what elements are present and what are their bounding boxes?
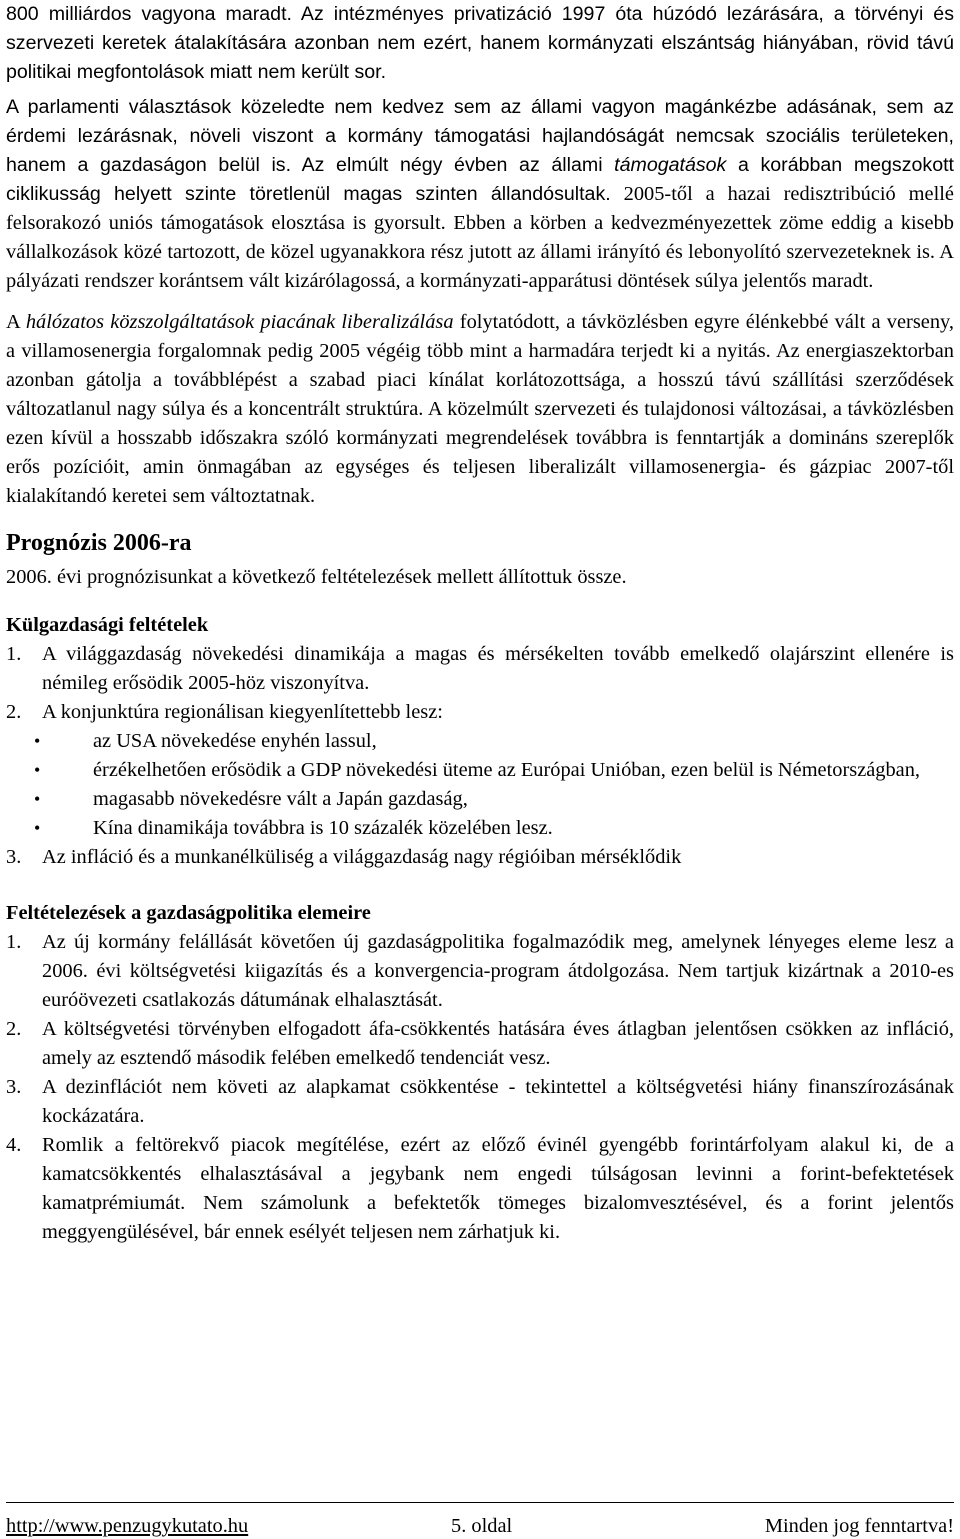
bullet-text: érzékelhetően erősödik a GDP növekedési üteme az Európai Unióban, ezen belül is Németországban,	[93, 759, 921, 781]
list-item-text: A világgazdaság növekedési dinamikája a magas és mérsékelten tovább emelkedő olajárszint ellenére is némileg erősödik 2005-höz viszonyítva.	[42, 643, 954, 694]
para3-lead: A	[6, 311, 26, 333]
list-item	[6, 1073, 954, 1131]
bullet-item	[6, 727, 954, 756]
list-number: 2.	[6, 1018, 22, 1040]
copyright-notice: Minden jog fenntartva!	[764, 1515, 954, 1537]
bullet-icon: •	[34, 818, 41, 838]
bullet-icon: •	[34, 760, 41, 780]
paragraph-liberalization	[6, 308, 954, 511]
list-item-text: A költségvetési törvényben elfogadott áfa-csökkentés hatására éves átlagban jelentősen csökken az infláció, amely az esztendő második felében emelkedő tendenciát vesz.	[42, 1018, 954, 1069]
list-item-text: A konjunktúra regionálisan kiegyenlítettebb lesz:	[42, 701, 443, 723]
list-number: 3.	[6, 1076, 22, 1098]
list-item-text: Az új kormány felállását követően új gazdaságpolitika fogalmazódik meg, amelynek lényeges eleme lesz a 2006. évi költségvetési kiigazítás és a konvergencia-program átdolgozása. Nem tartjuk kizártnak a 2010-es euróövezeti csatlakozás dátumának elhalasztását.	[42, 931, 954, 1011]
page-footer	[6, 1502, 954, 1537]
list-number: 3.	[6, 846, 22, 868]
list-item-text: Az infláció és a munkanélküliség a világgazdaság nagy régióiban mérséklődik	[42, 846, 682, 868]
para2-italic: támogatások	[614, 154, 727, 176]
bullet-list	[6, 727, 954, 843]
para2-text-2: a korábban megszokott ciklikusság helyett szinte töretlenül magas szinten állandósultak.	[6, 154, 955, 205]
policy-assumptions-list	[6, 928, 954, 1247]
policy-assumptions-title: Feltételezések a gazdaságpolitika elemeire	[6, 902, 371, 924]
list-item-text: Romlik a feltörekvő piacok megítélése, ezért az előző évinél gyengébb forintárfolyam alakul ki, de a kamatcsökkentés elhalasztásával a jegybank nem engedi túlságosan levinni a forint-befektetések kamatprémiumát. Nem számolunk a befektetők tömeges bizalomvesztésével, és a forint jelentős meggyengülésével, bár ennek esélyét teljesen nem zárhatjuk ki.	[42, 1134, 954, 1243]
external-conditions-list	[6, 640, 954, 872]
page-number: 5. oldal	[451, 1515, 513, 1537]
section-intro: 2006. évi prognózisunkat a következő feltételezések mellett állítottuk össze.	[6, 566, 627, 588]
section-title: Prognózis 2006-ra	[6, 530, 192, 556]
list-number: 2.	[6, 701, 22, 723]
intro-text: 800 milliárdos vagyona maradt. Az intézményes privatizáció 1997 óta húzódó lezárására, a törvényi és szervezeti keretek átalakítására azonban nem ezért, hanem kormányzati elszántság hiányában, rövid távú politikai megfontolások miatt nem került sor.	[6, 3, 954, 83]
external-conditions-title: Külgazdasági feltételek	[6, 614, 209, 636]
bullet-item	[6, 785, 954, 814]
list-item	[6, 1015, 954, 1073]
para3-text: folytatódott, a távközlésben egyre élénkebbé vált a verseny, a villamosenergia forgalomnak pedig 2005 végéig több mint a harmadára terjedt ki a nyitás. Az energiaszektorban azonban gátolja a továbblépést a szabad piaci kínálat korlátozottsága, a hosszú távú szállítási szerződések változatlanul nagy súlya és a koncentrált struktúra. A közelmúlt szervezeti és tulajdonosi változásai, a távközlésben ezen kívül a hosszabb időszakra szóló kormányzati megrendelések továbbra is fenntartják a domináns szereplők erős pozícióit, amin önmagában az egységes és teljesen liberalizált villamosenergia- és gázpiac 2007-től kialakítandó keretei sem változtatnak.	[6, 311, 954, 507]
para2-text-3: 2005-től a hazai redisztribúció mellé felsorakozó uniós támogatások elosztása is gyorsult. Ebben a körben a kedvezményezettek zöme eddig a kisebb vállalkozások közé tartozott, de közel ugyanakkora rész jutott az állami irányító és lebonyolító szervezeteknek is. A pályázati rendszer korántsem vált kizárólagossá, a kormányzati-apparátusi döntések súlya jelentős maradt.	[6, 183, 954, 292]
list-number: 4.	[6, 1134, 22, 1156]
list-item	[6, 1131, 954, 1247]
para3-italic: hálózatos közszolgáltatások piacának liberalizálása	[25, 311, 454, 333]
intro-paragraph	[6, 0, 954, 87]
list-item	[6, 843, 954, 872]
bullet-item	[6, 756, 954, 785]
paragraph-support	[6, 93, 954, 296]
list-item	[6, 698, 954, 727]
document-page	[6, 0, 954, 1247]
list-item	[6, 640, 954, 698]
bullet-text: Kína dinamikája továbbra is 10 százalék közelében lesz.	[93, 817, 553, 839]
bullet-text: magasabb növekedésre vált a Japán gazdaság,	[93, 788, 468, 810]
bullet-icon: •	[34, 789, 41, 809]
list-item	[6, 928, 954, 1015]
para2-text-1: A parlamenti választások közeledte nem kedvez sem az állami vagyon magánkézbe adásának, sem az érdemi lezárásnak, növeli viszont a kormány támogatási hajlandóságát nemcsak szociális területeken, hanem a gazdaságon belül is. Az elmúlt négy évben az állami	[6, 96, 954, 176]
bullet-item	[6, 814, 954, 843]
bullet-icon: •	[34, 731, 41, 751]
list-number: 1.	[6, 931, 22, 953]
bullet-text: az USA növekedése enyhén lassul,	[93, 730, 377, 752]
list-item-text: A dezinflációt nem követi az alapkamat csökkentése - tekintettel a költségvetési hiány finanszírozásának kockázatára.	[42, 1076, 954, 1127]
list-number: 1.	[6, 643, 22, 665]
website-link[interactable]: http://www.penzugykutato.hu	[6, 1515, 249, 1537]
